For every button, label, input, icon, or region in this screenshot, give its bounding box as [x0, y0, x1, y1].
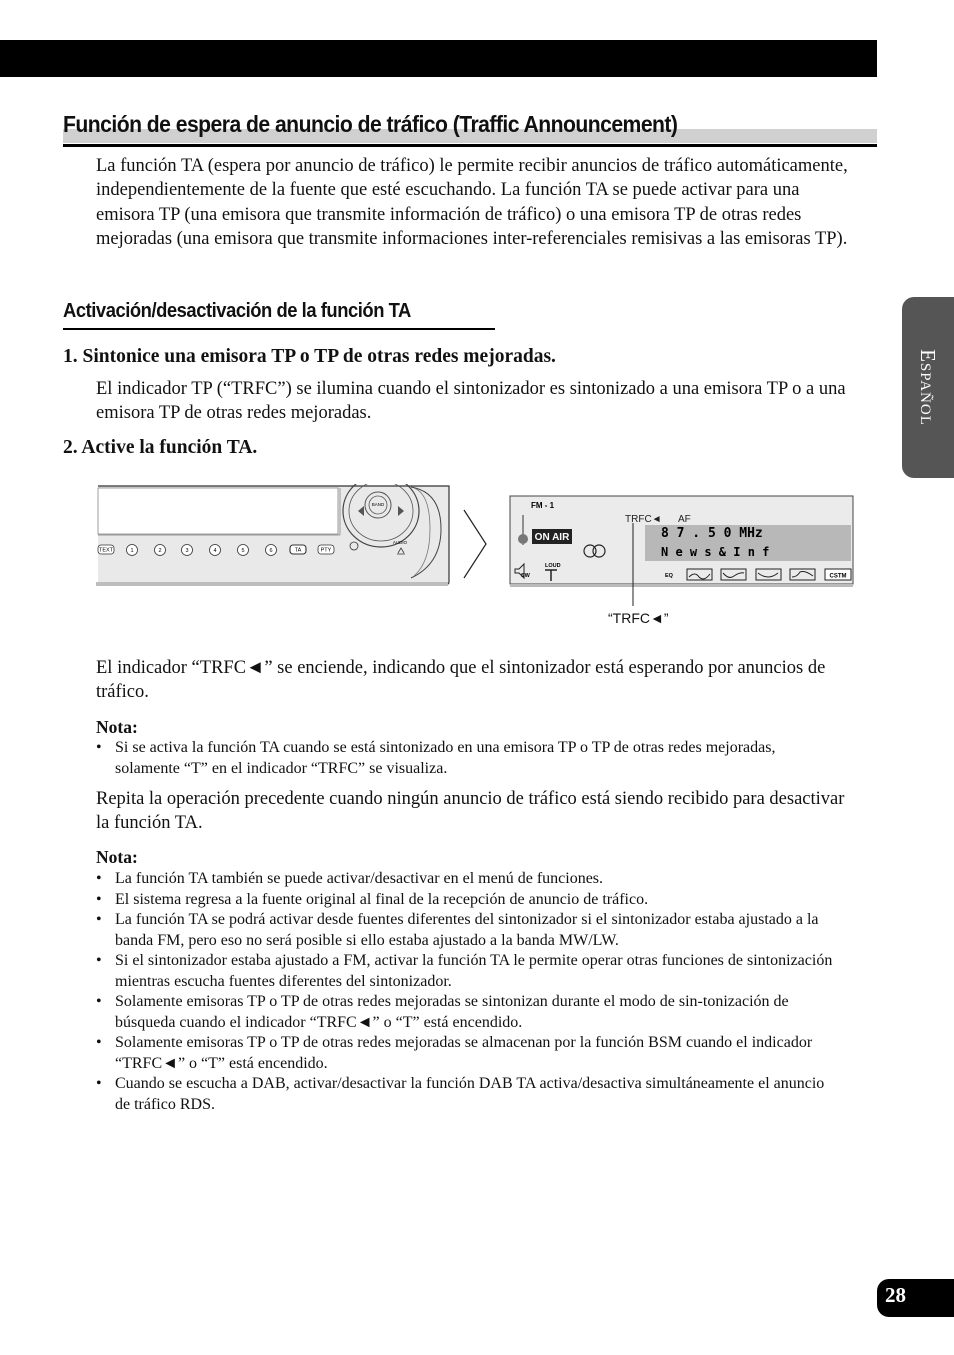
page-number: 28 — [885, 1283, 906, 1307]
loud-indicator: LOUD — [545, 563, 561, 569]
cstm-indicator: CSTM — [829, 573, 847, 580]
ps-name-readout: N e w s & I n f — [661, 545, 770, 559]
preset-1-label: 1 — [130, 548, 134, 554]
side-tab-label: Español — [916, 349, 940, 426]
text-button-label: TEXT — [98, 547, 114, 554]
preset-6-label: 6 — [269, 548, 273, 554]
section-heading — [63, 110, 877, 147]
after-figure-text: El indicador “TRFC◄” se enciende, indicando que el sintonizador está esperando por anuncios de tráfico. — [96, 658, 826, 703]
af-indicator: AF — [678, 514, 691, 525]
display-illustration — [509, 495, 855, 589]
eq-indicator: EQ — [665, 573, 673, 579]
arrow-right-icon — [462, 508, 488, 580]
note-1-label: Nota: — [96, 717, 138, 737]
callout-leader — [632, 588, 634, 606]
trfc-callout-label: “TRFC◄” — [608, 610, 669, 626]
list-item: • Si se activa la función TA cuando se está sintonizado en una emisora TP o TP de otras redes mejoradas, solamente “T” en el indicador “TRFC” se visualiza. — [96, 738, 841, 779]
head-unit-illustration — [96, 484, 452, 588]
preset-3-label: 3 — [185, 548, 189, 554]
step-2-title: 2. Active la función TA. — [63, 437, 258, 458]
page-title: Función de espera de anuncio de tráfico (Traffic Announcement) — [63, 111, 678, 137]
step-1-title: 1. Sintonice una emisora TP o TP de otras redes mejoradas. — [63, 346, 556, 367]
note-2-label: Nota: — [96, 847, 138, 867]
preset-2-label: 2 — [158, 548, 162, 554]
list-item: • La función TA se podrá activar desde fuentes diferentes del sintonizador si el sintonizador estaba ajustado a la banda FM, pero eso no será posible si ello estaba ajustado a la banda MW/LW. — [96, 910, 841, 951]
sw-indicator: SW — [521, 573, 530, 579]
intro-paragraph: La función TA (espera por anuncio de tráfico) le permite recibir anuncios de tráfico automáticamente, independientemente de la fuente que esté escuchando. La función TA se puede activar para una emisora TP (una emisora que transmite información de tráfico) o una emisora TP de otras redes mejoradas (una emisora que transmite informaciones inter-referenciales remisivas a las emisoras TP). — [96, 156, 848, 249]
subheading-text: Activación/desactivación de la función TA — [63, 300, 411, 322]
list-item: • El sistema regresa a la fuente original al final de la recepción de anuncio de tráfico. — [96, 890, 841, 911]
band-indicator: FM - 1 — [531, 501, 555, 510]
preset-5-label: 5 — [241, 548, 245, 554]
list-item: • Solamente emisoras TP o TP de otras redes mejoradas se sintonizan durante el modo de sin-tonización de búsqueda cuando el indicador “TRFC◄” o “T” está encendido. — [96, 992, 841, 1033]
page-number-box — [877, 1279, 954, 1317]
pty-button-label: PTY — [320, 547, 332, 554]
step-1-text: El indicador TP (“TRFC”) se ilumina cuando el sintonizador es sintonizado a una emisora TP o a una emisora TP de otras redes mejoradas. — [96, 379, 846, 424]
audio-label: AUDIO — [392, 540, 408, 545]
frequency-readout: 8 7 . 5 0 MHz — [661, 526, 763, 541]
preset-4-label: 4 — [213, 548, 217, 554]
header-bar — [0, 40, 877, 77]
band-label: BAND — [371, 502, 385, 507]
language-side-tab — [902, 297, 954, 478]
list-item: • La función TA también se puede activar/desactivar en el menú de funciones. — [96, 869, 841, 890]
list-item: • Cuando se escucha a DAB, activar/desactivar la función DAB TA activa/desactiva simultáneamente el anuncio de tráfico RDS. — [96, 1074, 841, 1115]
note-2-list — [96, 869, 841, 1115]
subsection-heading — [63, 300, 495, 332]
note-1-list — [96, 738, 841, 779]
ta-button-label: TA — [294, 547, 302, 554]
list-item: • Si el sintonizador estaba ajustado a FM, activar la función TA le permite operar otras funciones de sintonización mientras escucha fuentes diferentes del sintonizador. — [96, 951, 841, 992]
list-item: • Solamente emisoras TP o TP de otras redes mejoradas se almacenan por la función BSM cuando el indicador “TRFC◄” o “T” está encendido. — [96, 1033, 841, 1074]
on-air-indicator: ON AIR — [534, 532, 570, 543]
repeat-paragraph: Repita la operación precedente cuando ningún anuncio de tráfico está siendo recibido para desactivar la función TA. — [96, 789, 845, 834]
trfc-indicator: TRFC◄ — [625, 514, 662, 525]
